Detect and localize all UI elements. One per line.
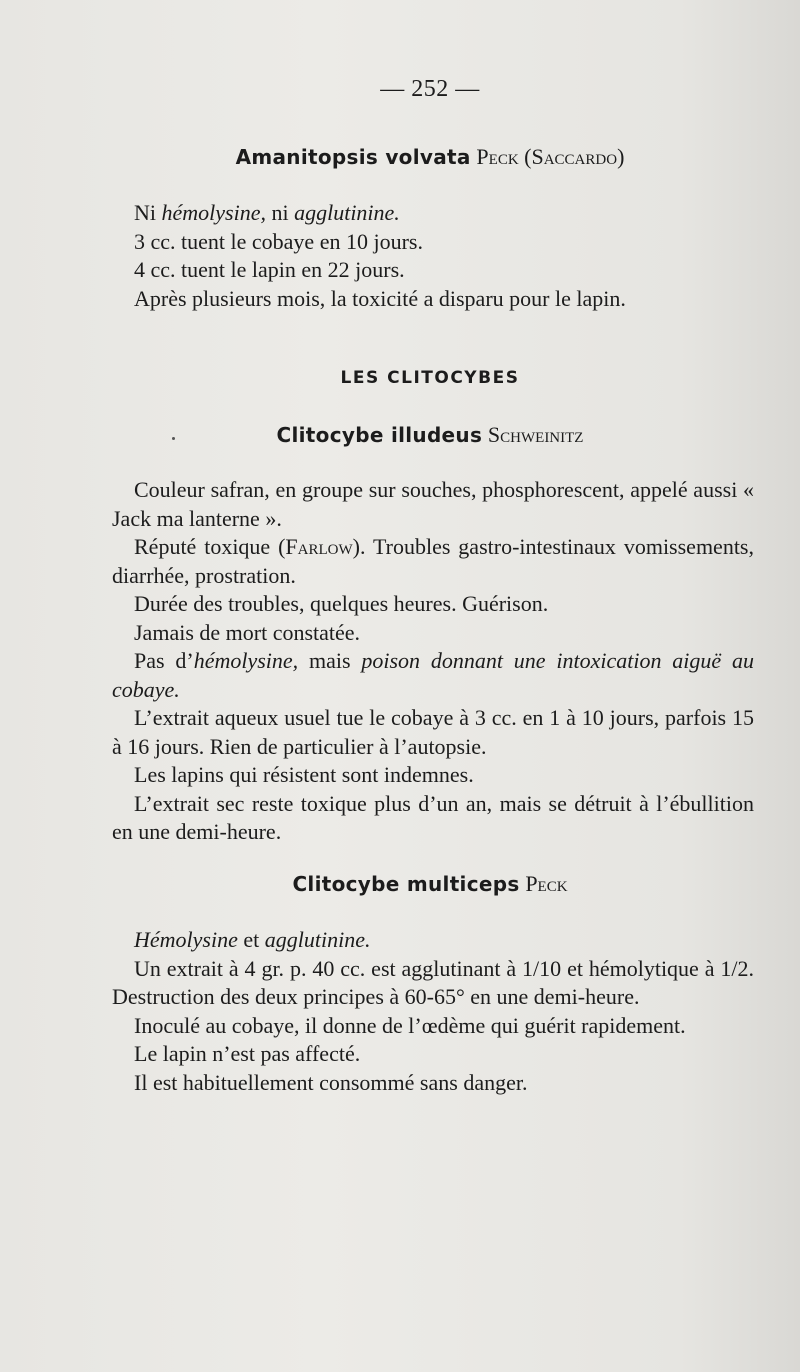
species-name: Amanitopsis volvata (235, 145, 471, 169)
text-amanitopsis (112, 199, 754, 313)
heading-clitocybe-multiceps (0, 871, 800, 897)
paragraph: Durée des troubles, quelques heures. Guérison. (134, 591, 549, 616)
paragraph: L’extrait aqueux usuel tue le cobaye à 3 cc. en 1 à 10 jours, parfois 15 à 16 jours. Rien de particulier à l’autopsie. (112, 705, 754, 759)
paragraph: 4 cc. tuent le lapin en 22 jours. (134, 257, 405, 282)
paragraph: Le lapin n’est pas affecté. (134, 1041, 361, 1066)
species-author: Schweinitz (487, 422, 584, 447)
paragraph: Un extrait à 4 gr. p. 40 cc. est agglutinant à 1/10 et hémolytique à 1/2. Destruction des deux principes à 60-65° en une demi-heure. (112, 955, 754, 1009)
paragraph: Hémolysine et agglutinine. (134, 927, 371, 952)
paragraph: Après plusieurs mois, la toxicité a disparu pour le lapin. (134, 285, 626, 311)
paragraph: Inoculé au cobaye, il donne de l’œdème qui guérit rapidement. (134, 1012, 686, 1038)
paragraph: Pas d’hémolysine, mais poison donnant une intoxication aiguë au cobaye. (112, 648, 754, 702)
heading-clitocybe-illudeus (0, 422, 800, 448)
paragraph: Couleur safran, en groupe sur souches, phosphorescent, appelé aussi « Jack ma lanterne ». (112, 477, 754, 531)
paragraph: Les lapins qui résistent sont indemnes. (134, 762, 474, 787)
species-author: Peck (Saccardo) (476, 144, 625, 169)
section-title: LES CLITOCYBES (340, 368, 520, 388)
species-name: Clitocybe illudeus (276, 423, 483, 447)
paragraph: L’extrait sec reste toxique plus d’un an, mais se détruit à l’ébullition en une demi-heure. (112, 790, 754, 844)
paragraph: Jamais de mort constatée. (134, 619, 361, 645)
species-name: Clitocybe multiceps (292, 872, 520, 896)
heading-amanitopsis-volvata (0, 144, 800, 170)
species-author: Peck (525, 871, 568, 896)
paragraph: Il est habituellement consommé sans danger. (134, 1069, 528, 1095)
text-clitocybe-multiceps (112, 926, 754, 1097)
paragraph: Réputé toxique (Farlow). Troubles gastro-intestinaux vomissements, diarrhée, prostration. (112, 534, 754, 588)
paragraph: 3 cc. tuent le cobaye en 10 jours. (134, 228, 423, 254)
text-clitocybe-illudeus (112, 476, 754, 847)
page-number: — 252 — (380, 76, 480, 102)
paragraph: Ni hémolysine, ni agglutinine. (134, 200, 400, 225)
